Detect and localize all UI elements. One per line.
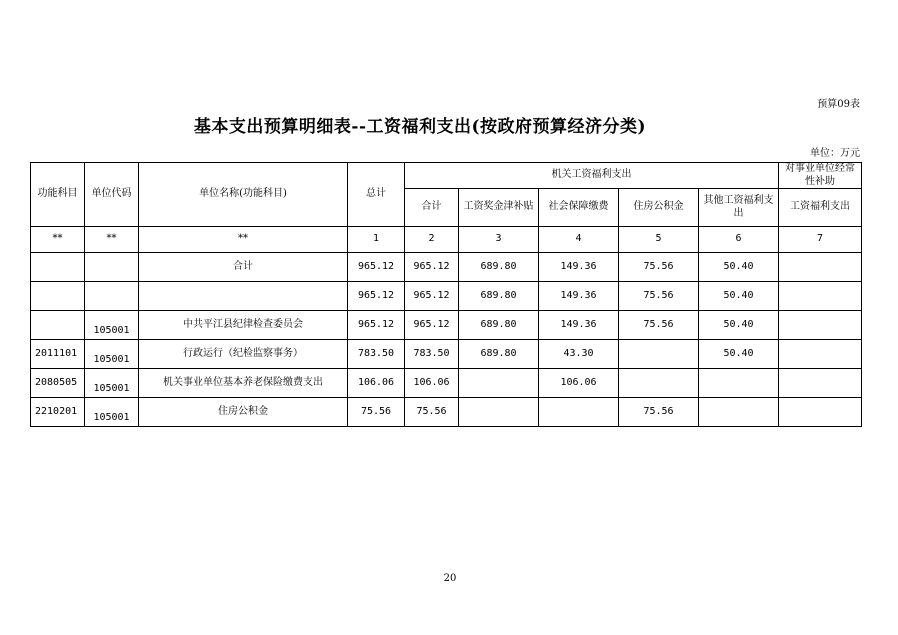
unit-code-cell: 105001 [85, 311, 139, 340]
wage-bonus-cell: 689.80 [459, 340, 539, 369]
subsidy-wage-cell [779, 398, 862, 427]
housing-fund-cell: 75.56 [619, 282, 699, 311]
other-wage-cell: 50.40 [699, 311, 779, 340]
unit-label: 单位：万元 [810, 148, 860, 159]
total-cell: 106.06 [348, 369, 405, 398]
housing-fund-cell: 75.56 [619, 311, 699, 340]
unit-name-cell: 住房公积金 [139, 398, 348, 427]
index-cell: 1 [348, 227, 405, 253]
social-security-cell [539, 398, 619, 427]
header-social-security: 社会保障缴费 [539, 189, 619, 227]
index-cell: 6 [699, 227, 779, 253]
wage-bonus-cell [459, 369, 539, 398]
unit-name-cell: 中共平江县纪律检查委员会 [139, 311, 348, 340]
header-row-1 [31, 163, 862, 189]
page-number: 20 [443, 573, 457, 584]
social-security-cell: 149.36 [539, 311, 619, 340]
table-row [31, 311, 862, 340]
table-row [31, 369, 862, 398]
unit-name-cell: 合计 [139, 253, 348, 282]
index-cell: 2 [405, 227, 459, 253]
header-group-org: 机关工资福利支出 [405, 163, 779, 189]
func-code-cell: 2080505 [31, 369, 85, 398]
index-cell: 3 [459, 227, 539, 253]
social-security-cell: 149.36 [539, 253, 619, 282]
header-unit-name: 单位名称(功能科目) [139, 163, 348, 227]
wage-bonus-cell: 689.80 [459, 253, 539, 282]
total-cell: 783.50 [348, 340, 405, 369]
wage-bonus-cell: 689.80 [459, 282, 539, 311]
table-row [31, 340, 862, 369]
other-wage-cell: 50.40 [699, 340, 779, 369]
index-cell: 7 [779, 227, 862, 253]
housing-fund-cell: 75.56 [619, 398, 699, 427]
social-security-cell: 43.30 [539, 340, 619, 369]
subsidy-wage-cell [779, 311, 862, 340]
unit-code-cell [85, 253, 139, 282]
social-security-cell: 106.06 [539, 369, 619, 398]
wage-bonus-cell: 689.80 [459, 311, 539, 340]
header-unit-code: 单位代码 [85, 163, 139, 227]
unit-name-cell: 行政运行（纪检监察事务） [139, 340, 348, 369]
index-cell: ** [85, 227, 139, 253]
subsidy-wage-cell [779, 340, 862, 369]
header-group-subsidy: 对事业单位经常性补助 [779, 163, 862, 189]
header-other-wage: 其他工资福利支出 [699, 189, 779, 227]
unit-name-cell [139, 282, 348, 311]
housing-fund-cell [619, 369, 699, 398]
index-cell: 5 [619, 227, 699, 253]
index-cell: ** [139, 227, 348, 253]
total-cell: 965.12 [348, 253, 405, 282]
table-row [31, 282, 862, 311]
total-cell: 965.12 [348, 282, 405, 311]
unit-code-cell: 105001 [85, 340, 139, 369]
budget-table [30, 162, 862, 427]
total-cell: 75.56 [348, 398, 405, 427]
func-code-cell: 2011101 [31, 340, 85, 369]
unit-name-cell: 机关事业单位基本养老保险缴费支出 [139, 369, 348, 398]
other-wage-cell [699, 398, 779, 427]
page-title: 基本支出预算明细表--工资福利支出(按政府预算经济分类) [193, 117, 647, 137]
subtotal-cell: 783.50 [405, 340, 459, 369]
subtotal-cell: 75.56 [405, 398, 459, 427]
index-row [31, 227, 862, 253]
other-wage-cell: 50.40 [699, 282, 779, 311]
form-code: 预算09表 [817, 99, 860, 110]
func-code-cell [31, 253, 85, 282]
header-subsidy-wage: 工资福利支出 [779, 189, 862, 227]
other-wage-cell [699, 369, 779, 398]
func-code-cell [31, 311, 85, 340]
total-cell: 965.12 [348, 311, 405, 340]
subtotal-cell: 106.06 [405, 369, 459, 398]
social-security-cell: 149.36 [539, 282, 619, 311]
unit-code-cell: 105001 [85, 369, 139, 398]
header-housing-fund: 住房公积金 [619, 189, 699, 227]
subsidy-wage-cell [779, 253, 862, 282]
subtotal-cell: 965.12 [405, 311, 459, 340]
func-code-cell: 2210201 [31, 398, 85, 427]
header-total: 总计 [348, 163, 405, 227]
wage-bonus-cell [459, 398, 539, 427]
subsidy-wage-cell [779, 369, 862, 398]
subtotal-cell: 965.12 [405, 282, 459, 311]
func-code-cell [31, 282, 85, 311]
index-cell: ** [31, 227, 85, 253]
unit-code-cell: 105001 [85, 398, 139, 427]
header-subtotal: 合计 [405, 189, 459, 227]
other-wage-cell: 50.40 [699, 253, 779, 282]
subtotal-cell: 965.12 [405, 253, 459, 282]
header-func-subject: 功能科目 [31, 163, 85, 227]
housing-fund-cell [619, 340, 699, 369]
housing-fund-cell: 75.56 [619, 253, 699, 282]
index-cell: 4 [539, 227, 619, 253]
table-row [31, 398, 862, 427]
unit-code-cell [85, 282, 139, 311]
table-row [31, 253, 862, 282]
subsidy-wage-cell [779, 282, 862, 311]
header-wage-bonus: 工资奖金津补贴 [459, 189, 539, 227]
